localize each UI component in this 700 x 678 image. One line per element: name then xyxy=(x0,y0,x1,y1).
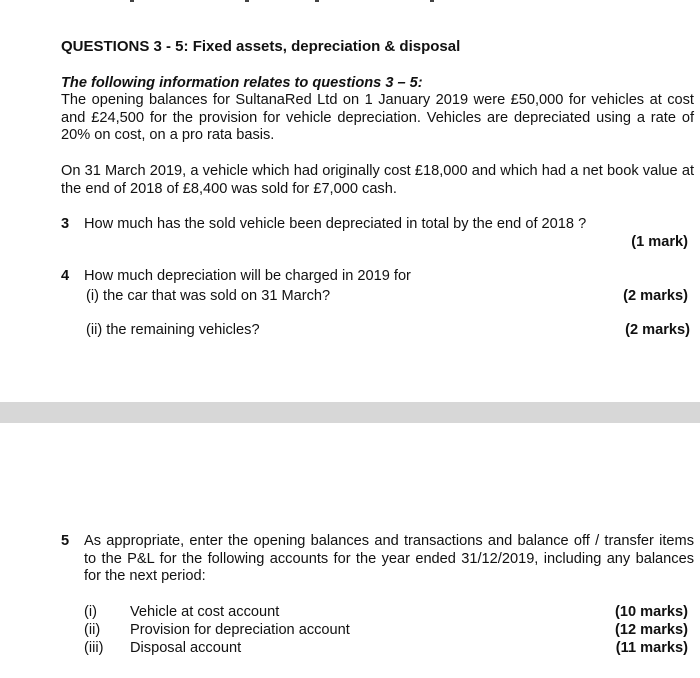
q4-part1-marks: (2 marks) xyxy=(623,288,688,304)
q4-text: How much depreciation will be charged in 2019 for xyxy=(84,268,411,284)
q3-text: How much has the sold vehicle been depreciated in total by the end of 2018 ? xyxy=(84,216,587,232)
q5-item-2-marks: (12 marks) xyxy=(614,622,688,638)
intro-heading: The following information relates to questions 3 – 5: xyxy=(61,75,423,91)
q5-item-3-marks: (11 marks) xyxy=(615,640,688,656)
q4-part2: (ii) the remaining vehicles? xyxy=(86,322,260,338)
q5-item-1-label: Vehicle at cost account xyxy=(130,604,280,620)
q5-item-1-roman: (i) xyxy=(84,604,97,620)
q3-number: 3 xyxy=(61,216,70,232)
q5-item-1-marks: (10 marks) xyxy=(614,604,688,620)
page-divider-band xyxy=(0,402,700,423)
q5-number: 5 xyxy=(61,533,70,549)
q5-item-3-roman: (iii) xyxy=(84,640,104,656)
q5-item-3-label: Disposal account xyxy=(130,640,242,656)
intro-paragraph-2: On 31 March 2019, a vehicle which had originally cost £18,000 and which had a net book value at the end of 2018 of £8,400 was sold for £7,000 cash. xyxy=(61,163,694,197)
cut-off-text-above xyxy=(0,0,700,6)
q5-item-2-roman: (ii) xyxy=(84,622,101,638)
q4-part1: (i) the car that was sold on 31 March? xyxy=(86,288,331,304)
q5-text: As appropriate, enter the opening balances and transactions and balance off / transfer items to the P&L for the following accounts for the year ended 31/12/2019, including any balances for the next period: xyxy=(84,533,694,584)
q5-item-2-label: Provision for depreciation account xyxy=(130,622,350,638)
q3-marks: (1 mark) xyxy=(631,234,688,250)
q4-part2-marks: (2 marks) xyxy=(625,322,690,338)
section-title: QUESTIONS 3 - 5: Fixed assets, depreciation & disposal xyxy=(61,38,461,55)
intro-paragraph-1: The opening balances for SultanaRed Ltd on 1 January 2019 were £50,000 for vehicles at cost and £24,500 for the provision for vehicle depreciation. Vehicles are depreciated using a rate of 20% on cost, on a pro rata basis. xyxy=(61,92,694,143)
q4-number: 4 xyxy=(61,268,70,284)
